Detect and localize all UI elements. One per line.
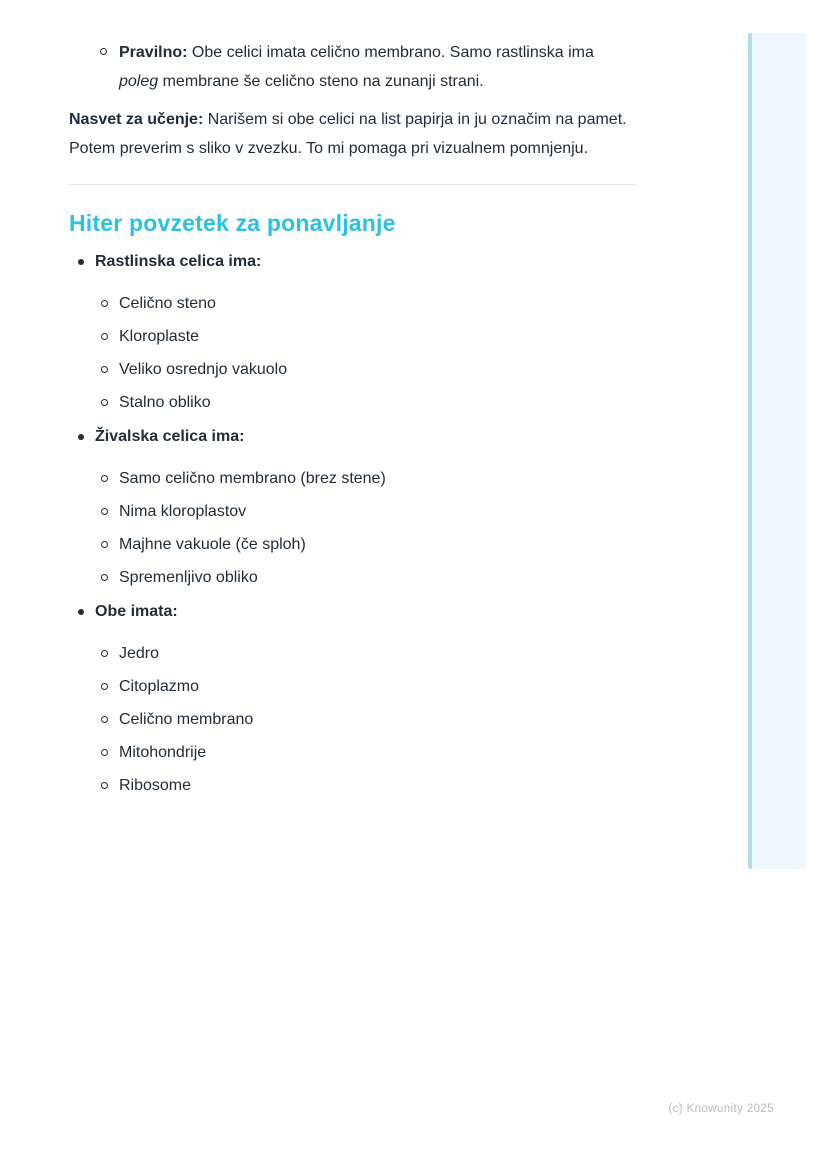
summary-group-both-cells [69,602,635,796]
circle-bullet-icon [101,300,108,307]
list-item-text: Celično membrano [119,711,254,728]
list-item-text: Stalno obliko [119,394,211,411]
summary-group-plant-cell [69,252,635,413]
list-item-text: Samo celično membrano (brez stene) [119,470,386,487]
summary-group-animal-cell [69,427,635,588]
correction-text-rest: membrane še celično steno na zunanji strani. [158,73,484,90]
list-item-text: Veliko osrednjo vakuolo [119,361,288,378]
learning-tip-label: Nasvet za učenje: [69,111,204,128]
circle-bullet-icon [101,541,108,548]
copyright-notice: (c) Knowunity 2025 [668,1103,774,1115]
circle-bullet-icon [101,716,108,723]
list-item [69,327,635,347]
summary-heading: Hiter povzetek za ponavljanje [69,210,396,236]
disc-bullet-icon [78,609,84,615]
circle-bullet-icon [101,574,108,581]
list-item-title [69,427,635,447]
list-item [69,677,635,697]
correction-bullet-item [69,38,635,96]
list-item [69,393,635,413]
list-item-text: Citoplazmo [119,678,200,695]
summary-list [69,252,635,810]
disc-bullet-icon [78,259,84,265]
group-title: Rastlinska celica ima: [95,253,262,270]
circle-bullet-icon [101,683,108,690]
circle-bullet-icon [101,782,108,789]
circle-bullet-icon [101,475,108,482]
list-item-text: Kloroplaste [119,328,200,345]
list-item [69,535,635,555]
circle-bullet-icon [101,749,108,756]
list-item-text: Spremenljivo obliko [119,569,258,586]
list-item [69,568,635,588]
correction-text: Obe celici imata celično membrano. Samo rastlinska ima [187,44,594,61]
list-item [69,360,635,380]
circle-bullet-icon [101,366,108,373]
list-item [69,710,635,730]
list-item [69,469,635,489]
group-title: Obe imata: [95,603,178,620]
right-accent-bar [748,33,806,869]
group-title: Živalska celica ima: [95,428,245,445]
circle-bullet-icon [100,48,107,55]
list-item [69,776,635,796]
circle-bullet-icon [101,650,108,657]
list-item [69,294,635,314]
list-item [69,743,635,763]
circle-bullet-icon [101,333,108,340]
list-item [69,502,635,522]
list-item-text: Nima kloroplastov [119,503,247,520]
list-item-text: Jedro [119,645,160,662]
list-item-text: Celično steno [119,295,216,312]
list-item-title [69,602,635,622]
disc-bullet-icon [78,434,84,440]
learning-tip-paragraph [69,105,635,163]
list-item-text: Ribosome [119,777,192,794]
correction-italic-word: poleg [119,73,159,90]
section-divider [69,184,636,185]
list-item-text: Mitohondrije [119,744,207,761]
circle-bullet-icon [101,508,108,515]
list-item-text: Majhne vakuole (če sploh) [119,536,306,553]
circle-bullet-icon [101,399,108,406]
correction-label: Pravilno: [119,44,188,61]
list-item-title [69,252,635,272]
learning-tip-text: Narišem si obe celici na list papirja in ju označim na pamet. Potem preverim s sliko v zvezku. To mi pomaga pri vizualnem pomnjenju. [69,111,627,157]
list-item [69,644,635,664]
